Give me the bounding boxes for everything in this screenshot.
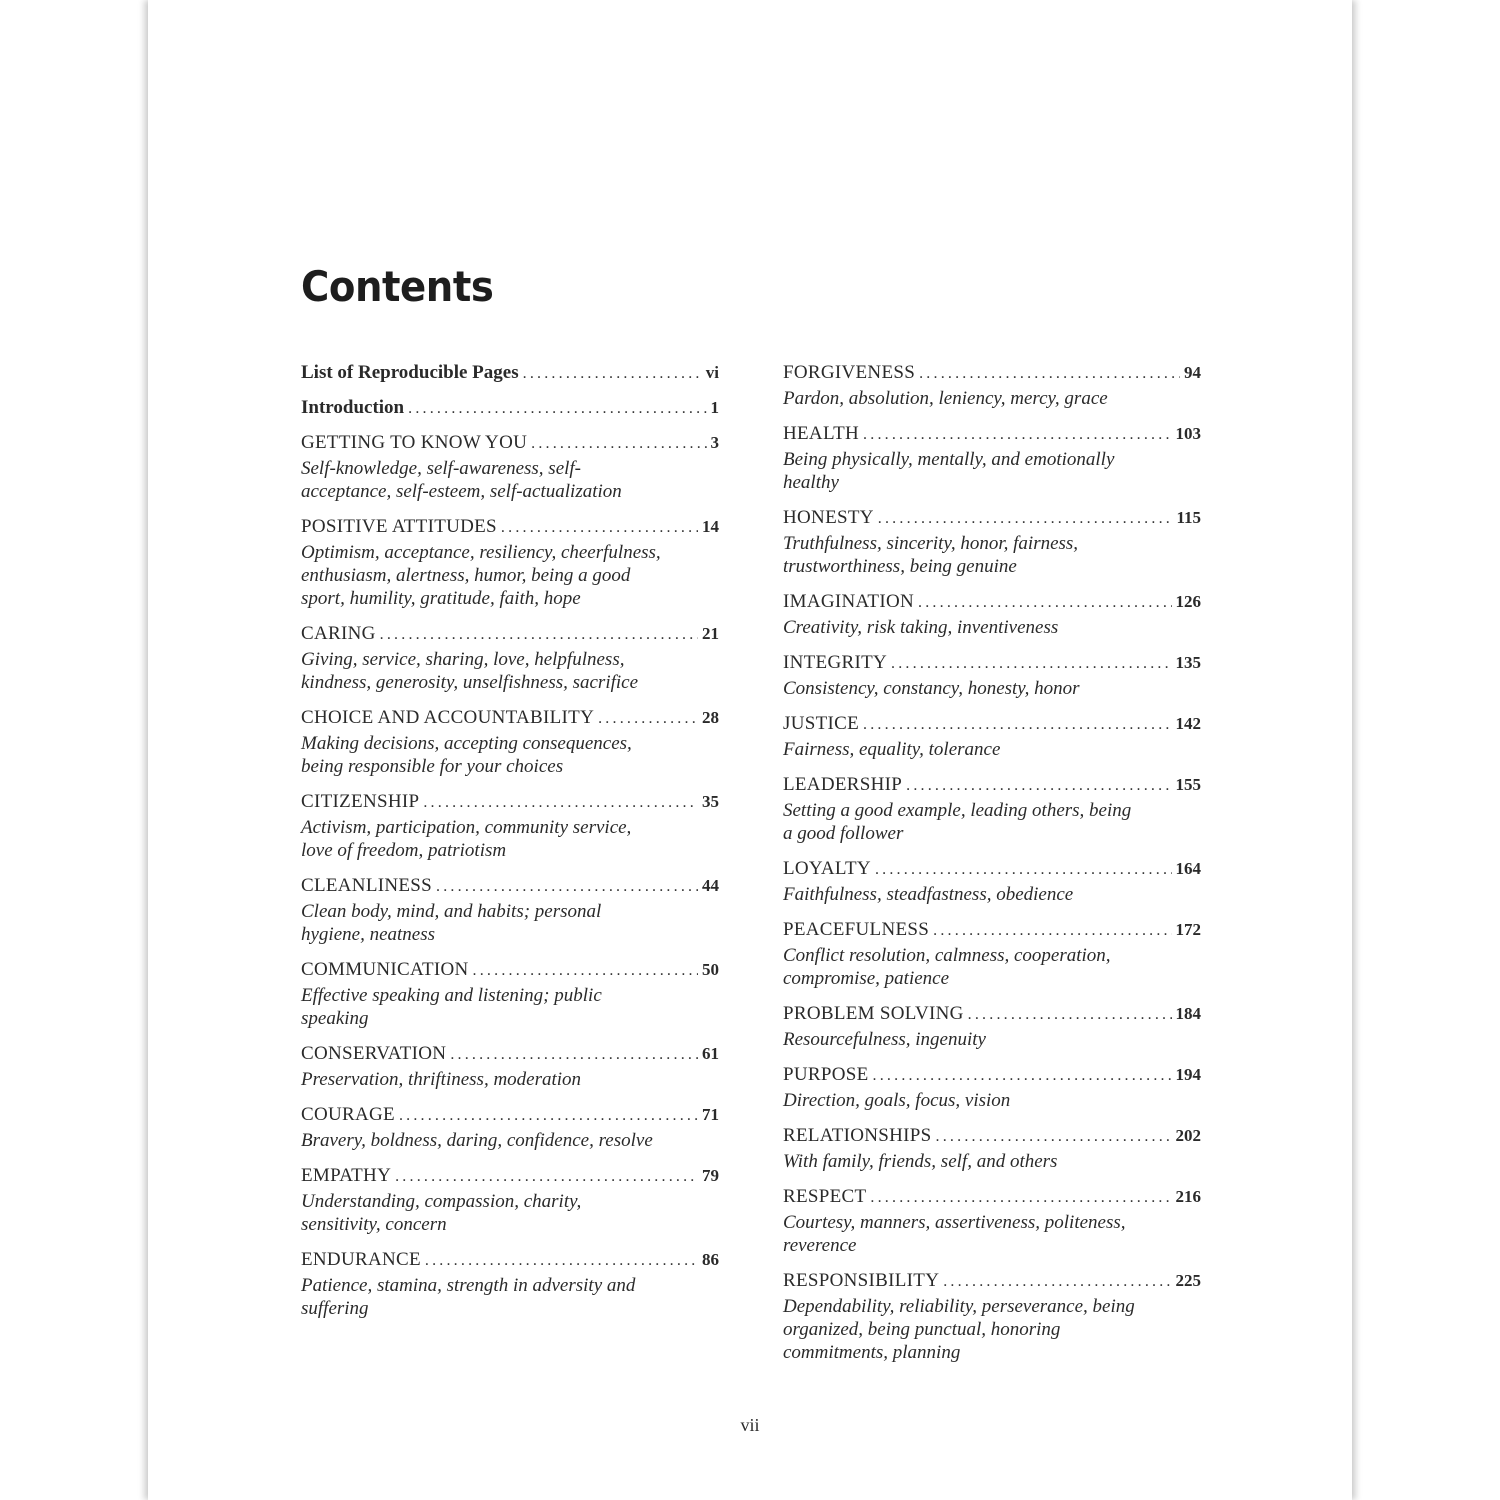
toc-entry-page: 164: [1175, 859, 1201, 878]
toc-entry-page: 184: [1175, 1004, 1201, 1023]
toc-entry-description: Patience, stamina, strength in adversity and suffering: [301, 1275, 636, 1319]
toc-entry: [783, 1184, 1201, 1257]
toc-entry: [783, 711, 1201, 761]
toc-entry-page: 94: [1184, 363, 1201, 382]
toc-entry-title: IMAGINATION: [783, 591, 915, 612]
toc-entry-title: RESPECT: [783, 1186, 867, 1207]
toc-entry-description: Understanding, compassion, charity, sensitivity, concern: [301, 1191, 582, 1235]
toc-entry-page: 103: [1175, 424, 1201, 443]
dot-leader: [891, 651, 1171, 677]
toc-entry-description: Optimism, acceptance, resiliency, cheerfulness, enthusiasm, alertness, humor, being a good sport, humility, gratitude, faith, hope: [301, 542, 661, 609]
toc-entry: [301, 957, 719, 1030]
toc-entry: [301, 395, 719, 422]
toc-left-column: [301, 360, 719, 1331]
toc-entry-title: INTEGRITY: [783, 652, 888, 673]
toc-entry-title: PEACEFULNESS: [783, 919, 930, 940]
dot-leader: [873, 1063, 1172, 1089]
toc-entry: [783, 1001, 1201, 1051]
toc-entry-description: Courtesy, manners, assertiveness, politeness, reverence: [783, 1212, 1126, 1256]
toc-entry-description: Dependability, reliability, perseverance, being organized, being punctual, honoring commitments, planning: [783, 1296, 1135, 1363]
toc-entry: [301, 789, 719, 862]
toc-entry-description: Pardon, absolution, leniency, mercy, grace: [783, 388, 1108, 409]
toc-entry-title: RESPONSIBILITY: [783, 1270, 940, 1291]
toc-entry-page: 172: [1175, 920, 1201, 939]
dot-leader: [919, 361, 1180, 387]
toc-entry-page: 135: [1175, 653, 1201, 672]
toc-entry-title: FORGIVENESS: [783, 362, 916, 383]
toc-entry-description: Conflict resolution, calmness, cooperation, compromise, patience: [783, 945, 1111, 989]
toc-entry: [301, 514, 719, 610]
toc-entry-title: PROBLEM SOLVING: [783, 1003, 964, 1024]
toc-entry-description: Faithfulness, steadfastness, obedience: [783, 884, 1074, 905]
toc-entry-description: Effective speaking and listening; public speaking: [301, 985, 602, 1029]
toc-entry-title: Introduction: [301, 397, 405, 418]
toc-entry-description: Activism, participation, community service, love of freedom, patriotism: [301, 817, 632, 861]
toc-entry: [301, 360, 719, 387]
toc-entry-page: 35: [702, 792, 719, 811]
toc-entry-description: Bravery, boldness, daring, confidence, resolve: [301, 1130, 653, 1151]
dot-leader: [863, 422, 1171, 448]
toc-entry-title: CONSERVATION: [301, 1043, 447, 1064]
toc-entry-page: 225: [1175, 1271, 1201, 1290]
toc-entry-page: 14: [702, 517, 719, 536]
toc-entry: [783, 589, 1201, 639]
toc-entry: [783, 650, 1201, 700]
toc-entry: [301, 621, 719, 694]
toc-entry-title: HONESTY: [783, 507, 874, 528]
toc-entry-description: Clean body, mind, and habits; personal hygiene, neatness: [301, 901, 602, 945]
toc-entry-page: 142: [1175, 714, 1201, 733]
toc-entry-page: vi: [705, 363, 719, 382]
toc-entry-title: PURPOSE: [783, 1064, 869, 1085]
toc-entry-title: POSITIVE ATTITUDES: [301, 516, 497, 537]
toc-entry-title: RELATIONSHIPS: [783, 1125, 932, 1146]
toc-entry-page: 115: [1176, 508, 1201, 527]
toc-entry-description: Making decisions, accepting consequences, being responsible for your choices: [301, 733, 632, 777]
toc-entry-page: 86: [702, 1250, 719, 1269]
dot-leader: [423, 790, 698, 816]
toc-entry: [783, 917, 1201, 990]
toc-entry-description: Truthfulness, sincerity, honor, fairness, trustworthiness, being genuine: [783, 533, 1079, 577]
toc-entry-description: Setting a good example, leading others, being a good follower: [783, 800, 1132, 844]
toc-entry: [301, 430, 719, 503]
toc-entry-page: 194: [1175, 1065, 1201, 1084]
dot-leader: [918, 590, 1171, 616]
dot-leader: [936, 1124, 1172, 1150]
page-number: vii: [740, 1415, 760, 1435]
dot-leader: [531, 431, 706, 457]
dot-leader: [436, 874, 698, 900]
toc-entry-description: Self-knowledge, self-awareness, self-acceptance, self-esteem, self-actualization: [301, 458, 622, 502]
toc-entry: [783, 421, 1201, 494]
toc-entry-description: Fairness, equality, tolerance: [783, 739, 1001, 760]
dot-leader: [395, 1164, 698, 1190]
dot-leader: [380, 622, 698, 648]
toc-entry-title: EMPATHY: [301, 1165, 392, 1186]
toc-entry-title: CITIZENSHIP: [301, 791, 420, 812]
toc-entry-page: 44: [702, 876, 719, 895]
toc-entry-description: Direction, goals, focus, vision: [783, 1090, 1011, 1111]
toc-entry-description: Resourcefulness, ingenuity: [783, 1029, 986, 1050]
dot-leader: [870, 1185, 1171, 1211]
dot-leader: [863, 712, 1172, 738]
toc-entry-page: 61: [702, 1044, 719, 1063]
dot-leader: [933, 918, 1171, 944]
dot-leader: [501, 515, 698, 541]
toc-entry-title: HEALTH: [783, 423, 860, 444]
dot-leader: [399, 1103, 698, 1129]
toc-entry: [783, 1268, 1201, 1364]
dot-leader: [425, 1248, 698, 1274]
toc-entry-title: COMMUNICATION: [301, 959, 469, 980]
toc-entry-title: CLEANLINESS: [301, 875, 433, 896]
toc-entry: [301, 873, 719, 946]
toc-entry-title: List of Reproducible Pages: [301, 362, 519, 383]
toc-entry-page: 50: [702, 960, 719, 979]
toc-entry: [783, 1123, 1201, 1173]
toc-entry-title: LEADERSHIP: [783, 774, 903, 795]
toc-entry-title: GETTING TO KNOW YOU: [301, 432, 528, 453]
toc-entry: [783, 772, 1201, 845]
toc-entry: [301, 1041, 719, 1091]
toc-entry-page: 1: [710, 398, 719, 417]
toc-entry-title: CARING: [301, 623, 376, 644]
book-page: [148, 0, 1352, 1500]
toc-entry-description: Giving, service, sharing, love, helpfulness, kindness, generosity, unselfishness, sacrifice: [301, 649, 639, 693]
toc-entry-description: With family, friends, self, and others: [783, 1151, 1058, 1172]
dot-leader: [906, 773, 1171, 799]
toc-entry-description: Consistency, constancy, honesty, honor: [783, 678, 1080, 699]
toc-entry-title: CHOICE AND ACCOUNTABILITY: [301, 707, 595, 728]
toc-entry-page: 79: [702, 1166, 719, 1185]
toc-entry-page: 126: [1175, 592, 1201, 611]
toc-entry-title: JUSTICE: [783, 713, 859, 734]
toc-entry: [301, 1247, 719, 1320]
toc-right-column: [783, 360, 1201, 1375]
toc-entry: [301, 705, 719, 778]
toc-entry-description: Being physically, mentally, and emotionally healthy: [783, 449, 1115, 493]
dot-leader: [523, 361, 702, 387]
toc-entry-title: COURAGE: [301, 1104, 395, 1125]
toc-entry-page: 216: [1175, 1187, 1201, 1206]
toc-entry: [301, 1102, 719, 1152]
page-title: Contents: [301, 262, 494, 311]
toc-entry: [783, 505, 1201, 578]
dot-leader: [943, 1269, 1171, 1295]
toc-entry-title: ENDURANCE: [301, 1249, 421, 1270]
dot-leader: [408, 396, 706, 422]
toc-entry-page: 71: [702, 1105, 719, 1124]
toc-entry: [783, 1062, 1201, 1112]
toc-entry-description: Creativity, risk taking, inventiveness: [783, 617, 1059, 638]
toc-entry-page: 202: [1175, 1126, 1201, 1145]
dot-leader: [473, 958, 698, 984]
toc-entry: [301, 1163, 719, 1236]
dot-leader: [598, 706, 698, 732]
toc-entry-page: 21: [702, 624, 719, 643]
toc-entry-page: 28: [702, 708, 719, 727]
toc-entry-page: 3: [710, 433, 719, 452]
toc-entry-description: Preservation, thriftiness, moderation: [301, 1069, 582, 1090]
dot-leader: [450, 1042, 698, 1068]
toc-entry-title: LOYALTY: [783, 858, 871, 879]
toc-entry: [783, 360, 1201, 410]
dot-leader: [878, 506, 1173, 532]
toc-entry-page: 155: [1175, 775, 1201, 794]
dot-leader: [875, 857, 1172, 883]
toc-entry: [783, 856, 1201, 906]
dot-leader: [968, 1002, 1172, 1028]
